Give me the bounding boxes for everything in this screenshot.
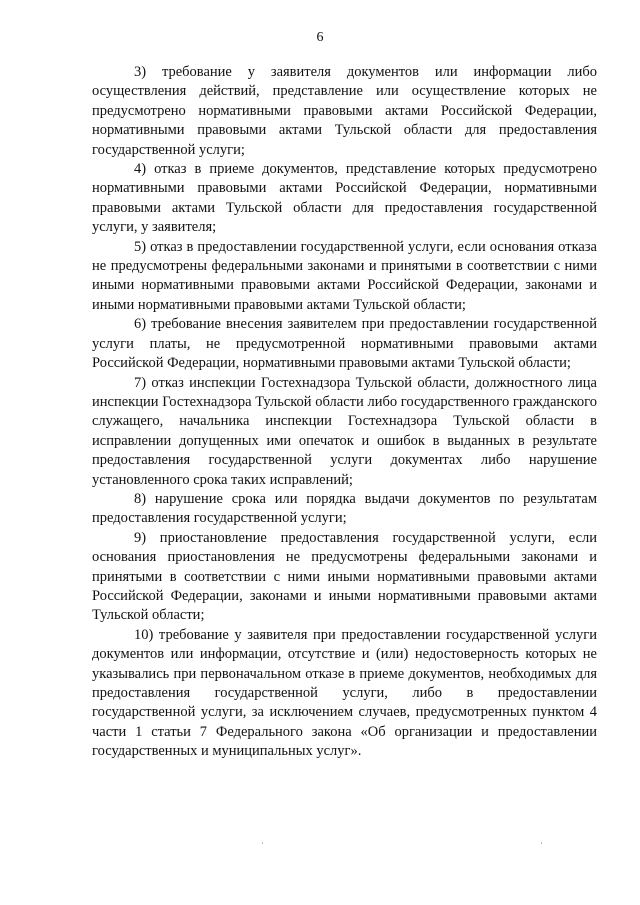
paragraph-item-8: 8) нарушение срока или порядка выдачи документов по результатам предоставления государственной услуги; [92, 490, 597, 527]
page-number: 6 [316, 30, 324, 45]
paragraph-item-4: 4) отказ в приеме документов, представление которых предусмотрено нормативными правовыми актами Российской Федерации, нормативными правовыми актами Тульской области для предоставления государственной услуги, у заявителя; [92, 161, 597, 236]
paragraph-item-7: 7) отказ инспекции Гостехнадзора Тульской области, должностного лица инспекции Гостехнадзора Тульской области либо государственного гражданского служащего, начальника инспекции Гостехнадзора Тульской области в исправлении допущенных ими опечаток и ошибок в выданных в результате предоставления государственной услуги документах либо нарушение установленного срока таких исправлений; [92, 374, 597, 488]
paragraph-item-10: 10) требование у заявителя при предоставлении государственной услуги документов или информации, отсутствие и (или) недостоверность которых не указывались при первоначальном отказе в приеме документов, необходимых для предоставления государственной услуги, либо в предоставлении государственной услуги, за исключением случаев, предусмотренных пунктом 4 части 1 статьи 7 Федерального закона «Об организации и предоставлении государственных и муниципальных услуг». [92, 626, 597, 760]
scan-artifacts [0, 842, 640, 846]
paragraph-item-6: 6) требование внесения заявителем при предоставлении государственной услуги платы, не предусмотренной нормативными правовыми актами Российской Федерации, нормативными правовыми актами Тульской области; [92, 316, 597, 372]
document-body [92, 63, 597, 762]
paragraph-item-5: 5) отказ в предоставлении государственной услуги, если основания отказа не предусмотрены федеральными законами и принятыми в соответствии с ними иными нормативными правовыми актами Российской Федерации, законами и иными нормативными правовыми актами Тульской области; [92, 238, 597, 313]
paragraph-item-3: 3) требование у заявителя документов или информации либо осуществления действий, представление или осуществление которых не предусмотрено нормативными правовыми актами Российской Федерации, нормативными правовыми актами Тульской области для предоставления государственной услуги; [92, 64, 597, 158]
paragraph-item-9: 9) приостановление предоставления государственной услуги, если основания приостановления не предусмотрены федеральными законами и принятыми в соответствии с ними иными нормативными правовыми актами Российской Федерации, законами и иными нормативными правовыми актами Тульской области; [92, 529, 597, 624]
